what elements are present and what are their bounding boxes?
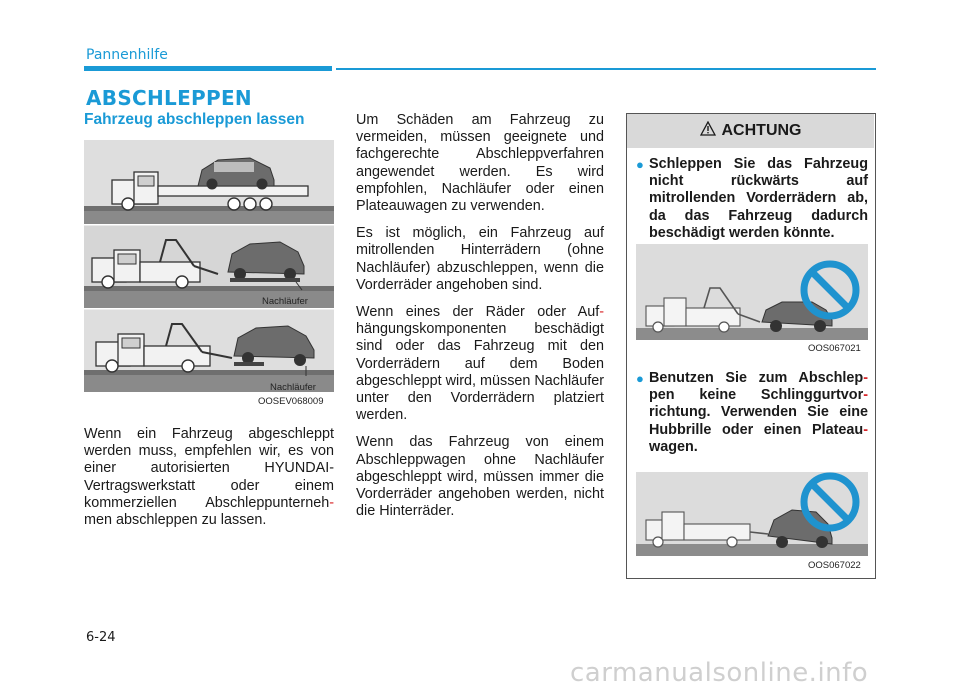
hyphen-mark: - [329,494,334,511]
intro-text-end: men abschleppen zu lassen. [84,512,267,529]
figure-code-2: OOS067022 [808,560,861,571]
intro-text: Wenn ein Fahrzeug abgeschleppt werden muss, empfehlen wir, es von einer autorisierten HYUNDAI-Vertragswerkstatt oder einem kommerziellen Abschleppunterneh [84,426,334,511]
no-sling-towing-figure [636,472,868,556]
p3-end: hängungskomponenten beschädigt sind oder das Fahrzeug mit den Vorderrädern auf dem Boden abgeschleppt wird, müssen Nachläufer unter den Vorderrädern platziert werden. [356,321,604,424]
caution-item-2-b: pen keine Schlinggurtvor [649,387,864,404]
p3-start: Wenn eines der Räder oder Auf [356,304,600,321]
bullet-icon: ● [636,371,644,386]
figure-code-1: OOS067021 [808,343,861,354]
section-label: Pannenhilfe [86,47,168,63]
hyphen-mark: - [863,370,868,386]
towing-instructions [356,112,604,530]
intro-paragraph [84,426,334,539]
header-rule-thick [84,66,332,71]
header-rule-thin [336,68,876,70]
hyphen-mark: - [599,304,604,321]
page-number: 6-24 [86,630,116,645]
caution-item-2-d: wagen. [649,438,698,455]
hyphen-mark: - [863,387,868,404]
paragraph-3 [356,304,604,424]
warning-triangle-icon [700,121,716,136]
paragraph-4: Wenn das Fahrzeug von einem Abschleppwagen ohne Nachläufer abgeschleppt wird, müssen immer die Vorderräder angehoben werden, nicht die Hinterräder. [356,434,604,520]
chapter-title: ABSCHLEPPEN [86,86,252,110]
dolly-label-1: Nachläufer [262,296,308,307]
figure-code: OOSEV068009 [258,396,324,407]
caution-item-2 [636,370,868,456]
caution-title-text: ACHTUNG [721,122,802,139]
paragraph-1: Um Schäden am Fahrzeug zu vermeiden, müssen geeignete und fachgerechte Abschleppverfahren angewendet werden. Es wird empfohlen, Nachläufer oder einen Plateauwagen zu verwenden. [356,112,604,215]
towing-methods-figure [84,140,334,392]
no-reverse-towing-figure [636,244,868,340]
watermark: carmanualsonline.info [570,658,869,688]
hyphen-mark: - [863,421,868,438]
section-heading: Fahrzeug abschleppen lassen [84,111,305,128]
caution-item-1 [636,156,868,242]
caution-title [627,121,874,140]
caution-item-2-c: richtung. Verwenden Sie eine Hubbrille oder einen Plateau [649,404,868,438]
caution-item-1-text: Schleppen Sie das Fahrzeug nicht rückwärts auf mitrollenden Vorderrädern ab, da das Fahrzeug dadurch beschädigt werden könnte. [649,156,868,241]
bullet-icon: ● [636,157,644,172]
paragraph-2: Es ist möglich, ein Fahrzeug auf mitrollenden Hinterrädern (ohne Nachläufer) abzuschleppen, wenn die Vorderräder angehoben sind. [356,225,604,293]
dolly-label-2: Nachläufer [270,382,316,392]
caution-item-2-a: Benutzen Sie zum Abschlep [649,370,864,386]
